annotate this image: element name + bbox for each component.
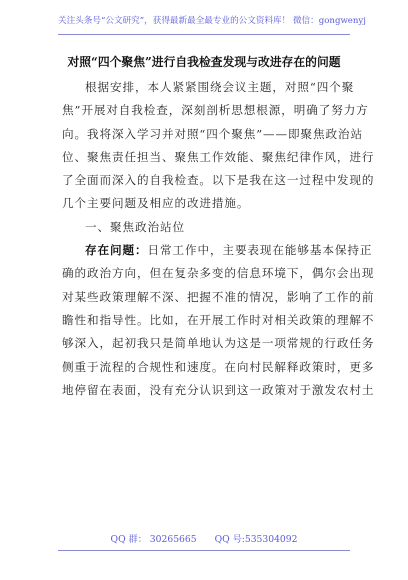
paragraph-line: 侧重于流程的合规性和速度。在向村民解释政策时，更多 [62,359,375,374]
header-banner: 关注头条号“公文研究”，获得最新最全最专业的公文资料库！ 微信：gongwenyj [58,16,366,26]
problem-label: 存在问题： [85,243,148,258]
paragraph-line: 焦”开展对自我检查，深刻剖析思想根源，明确了努力方 [62,103,369,118]
paragraph-line: 位、聚焦责任担当、聚焦工作效能、聚焦纪律作风，进行 [62,149,375,164]
paragraph-line: 确的政治方向，但在复杂多变的信息环境下，偶尔会出现 [62,266,375,281]
document-body [62,76,375,402]
footer-qq-number: QQ 号:535304092 [214,534,298,545]
document-title: 对照“四个聚焦”进行自我检查发现与改进存在的问题 [67,55,341,69]
paragraph-line: 地停留在表面，没有充分认识到这一政策对于激发农村土 [62,382,375,397]
footer-qq-group: QQ 群： 30265665 [110,534,197,545]
paragraph-line: 根据安排，本人紧紧围绕会议主题，对照“四个聚 [85,80,355,94]
problem-text: 日常工作中，主要表现在能够基本保持正 [147,243,373,258]
footer-divider [58,550,350,551]
paragraph-line: 够深入，起初我只是简单地认为这是一项常规的行政任务 [62,336,375,351]
paragraph-line: 对某些政策理解不深、把握不准的情况，影响了工作的前 [62,289,375,304]
footer-contact [58,533,350,547]
paragraph-line: 向。我将深入学习并对照“四个聚焦”——即聚焦政治站 [62,126,364,141]
paragraph-line: 几个主要问题及相应的改进措施。 [62,196,250,211]
paragraph-line: 瞻性和指导性。比如，在开展工作时对相关政策的理解不 [62,312,375,327]
header-divider [58,34,350,35]
paragraph-line: 了全面而深入的自我检查。以下是我在这一过程中发现的 [62,173,375,188]
problem-line [62,239,373,262]
section-heading: 一、聚焦政治站位 [85,219,185,234]
